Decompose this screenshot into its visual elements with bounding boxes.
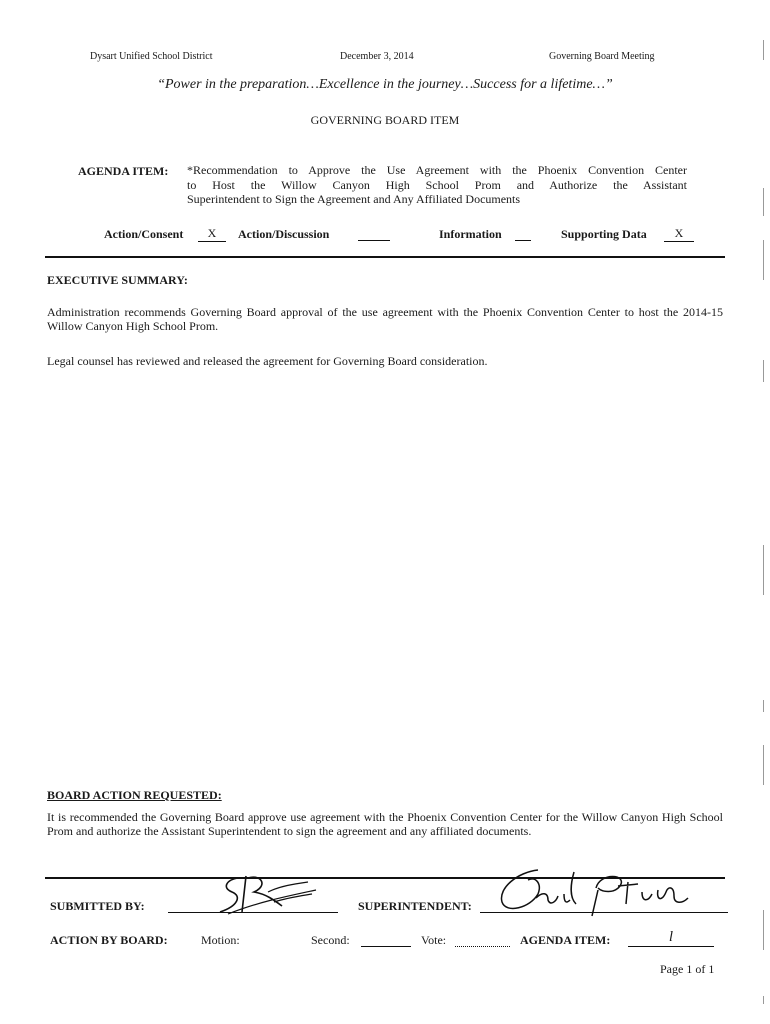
meeting-type: Governing Board Meeting [549, 51, 655, 62]
supporting-mark: X [664, 226, 694, 242]
second-label: Second: [311, 933, 350, 947]
board-agenda-item-value: l [628, 929, 714, 947]
scan-edge-mark [763, 545, 764, 595]
submitted-signature [208, 872, 318, 918]
summary-paragraph-2: Legal counsel has reviewed and released the agreement for Governing Board consideration. [47, 354, 488, 368]
board-action-text: It is recommended the Governing Board approve use agreement with the Phoenix Convention Center for the Willow Canyon High School Prom and authorize the Assistant Superintendent to sign the agreement and any affiliated documents. [47, 810, 723, 838]
agenda-line-3: Superintendent to Sign the Agreement and Any Affiliated Documents [187, 192, 521, 206]
superintendent-label: SUPERINTENDENT: [358, 899, 472, 913]
agenda-line-2: to Host the Willow Canyon High School Prom and Authorize the Assistant [187, 177, 687, 192]
summary-heading: EXECUTIVE SUMMARY: [47, 273, 188, 287]
vote-label: Vote: [421, 933, 447, 947]
agenda-item-description [187, 163, 687, 207]
scan-edge-mark [763, 745, 764, 785]
board-agenda-item-label: AGENDA ITEM: [520, 933, 611, 947]
district-motto: “Power in the preparation…Excellence in the journey…Success for a lifetime…” [157, 77, 613, 92]
summary-paragraph-1: Administration recommends Governing Board approval of the use agreement with the Phoenix Convention Center to host the 2014-15 Willow Canyon High School Prom. [47, 305, 723, 333]
supporting-label: Supporting Data [561, 227, 647, 241]
motion-label: Motion: [201, 933, 240, 947]
scan-edge-mark [763, 40, 764, 60]
scan-edge-mark [763, 996, 764, 1004]
page-title: GOVERNING BOARD ITEM [310, 113, 460, 127]
scan-edge-mark [763, 240, 764, 280]
action-by-board-label: ACTION BY BOARD: [50, 933, 168, 947]
scan-edge-mark [763, 360, 764, 382]
scan-edge-mark [763, 910, 764, 950]
consent-mark: X [198, 226, 226, 242]
board-action-heading: BOARD ACTION REQUESTED: [47, 788, 222, 802]
meeting-date: December 3, 2014 [340, 51, 414, 62]
superintendent-signature [478, 862, 698, 918]
information-mark [515, 226, 531, 241]
information-label: Information [439, 227, 502, 241]
scan-edge-mark [763, 700, 764, 712]
scan-edge-mark [763, 188, 764, 216]
vote-blank [455, 946, 510, 947]
section-divider [45, 256, 725, 258]
agenda-line-1: *Recommendation to Approve the Use Agreement with the Phoenix Convention Center [187, 163, 687, 177]
discussion-mark [358, 226, 390, 241]
second-blank [361, 946, 411, 947]
discussion-label: Action/Discussion [238, 227, 330, 241]
consent-label: Action/Consent [104, 227, 184, 241]
page-number: Page 1 of 1 [660, 962, 715, 976]
agenda-item-label: AGENDA ITEM: [78, 164, 169, 178]
district-name: Dysart Unified School District [90, 51, 213, 62]
submitted-by-label: SUBMITTED BY: [50, 899, 145, 913]
